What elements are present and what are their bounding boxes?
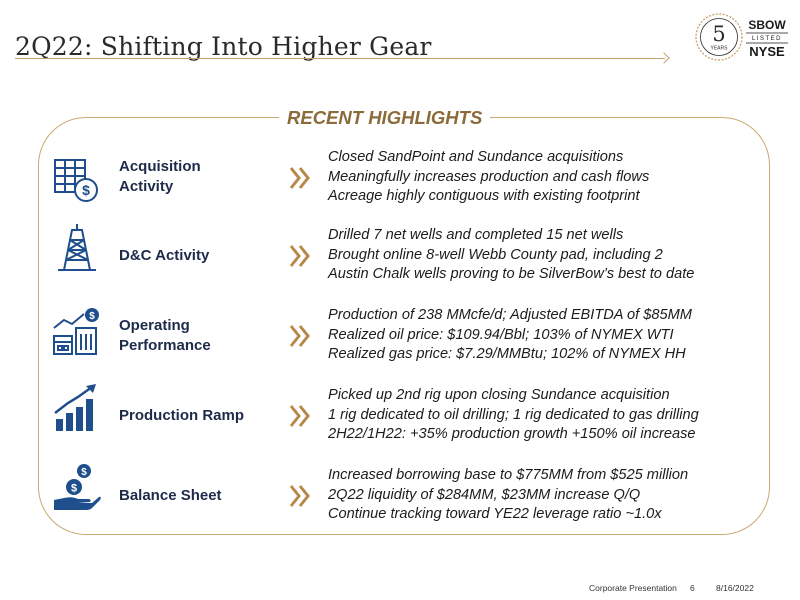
title-underline-arrow-icon — [658, 52, 669, 63]
acquisition-icon — [52, 156, 102, 206]
highlight-row-operating-performance — [52, 306, 772, 370]
svg-text:$: $ — [89, 311, 95, 322]
logo-exchange: NYSE — [749, 44, 785, 59]
svg-text:$: $ — [82, 182, 90, 198]
footer-page-number: 6 — [690, 583, 695, 593]
highlights-panel-title: RECENT HIGHLIGHTS — [279, 107, 490, 129]
drilling-rig-icon — [52, 222, 102, 272]
svg-text:$: $ — [70, 482, 78, 495]
chevron-right-icon — [288, 164, 312, 192]
highlight-label-dc-activity: D&C Activity — [119, 247, 210, 264]
highlight-text-balance-sheet: Increased borrowing base to $775MM from $525 million 2Q22 liquidity of $284MM, $23MM increase Q/Q Continue tracking toward YE22 leverage ratio ~1.0x — [328, 467, 689, 522]
highlight-label-operating-performance: Operating Performance — [119, 317, 211, 354]
sbow-nyse-logo — [693, 8, 793, 66]
highlight-row-acquisition — [52, 149, 772, 220]
highlight-label-balance-sheet: Balance Sheet — [119, 487, 222, 504]
chevron-right-icon — [288, 482, 312, 510]
production-ramp-icon — [52, 383, 102, 433]
highlight-label-production-ramp: Production Ramp — [119, 407, 245, 424]
balance-sheet-icon — [52, 462, 102, 512]
logo-ticker: SBOW — [748, 18, 786, 32]
highlight-row-production-ramp — [52, 386, 772, 450]
footer-date: 8/16/2022 — [716, 583, 754, 593]
svg-text:$: $ — [81, 467, 87, 478]
operating-performance-icon — [52, 306, 102, 356]
highlight-text-operating-performance: Production of 238 MMcfe/d; Adjusted EBITDA of $85MM Realized oil price: $109.94/Bbl; 103% of NYMEX WTI Realized gas price: $7.29/MMBtu; 102% of NYMEX HH — [328, 307, 692, 362]
highlight-row-balance-sheet — [52, 466, 772, 530]
highlight-text-production-ramp: Picked up 2nd rig upon closing Sundance acquisition 1 rig dedicated to oil drilling; 1 rig dedicated to gas drilling 2H22/1H22: +35% production growth +150% oil increase — [328, 387, 699, 442]
highlight-row-dc-activity — [52, 226, 772, 290]
page-title: 2Q22: Shifting Into Higher Gear — [15, 32, 432, 61]
highlight-label-acquisition: Acquisition Activity — [119, 158, 201, 195]
footer-presentation: Corporate Presentation — [589, 583, 677, 593]
chevron-right-icon — [288, 322, 312, 350]
logo-years-label: YEARS — [710, 45, 728, 52]
title-underline — [15, 58, 665, 59]
chevron-right-icon — [288, 242, 312, 270]
chevron-right-icon — [288, 402, 312, 430]
highlight-text-dc-activity: Drilled 7 net wells and completed 15 net wells Brought online 8-well Webb County pad, including 2 Austin Chalk wells proving to be SilverBow’s best to date — [328, 227, 695, 282]
logo-years-number: 5 — [712, 22, 726, 46]
highlight-text-acquisition: Closed SandPoint and Sundance acquisitions Meaningfully increases production and cash flows Acreage highly contiguous with existing footprint — [328, 149, 650, 204]
logo-listed: LISTED — [751, 36, 783, 42]
